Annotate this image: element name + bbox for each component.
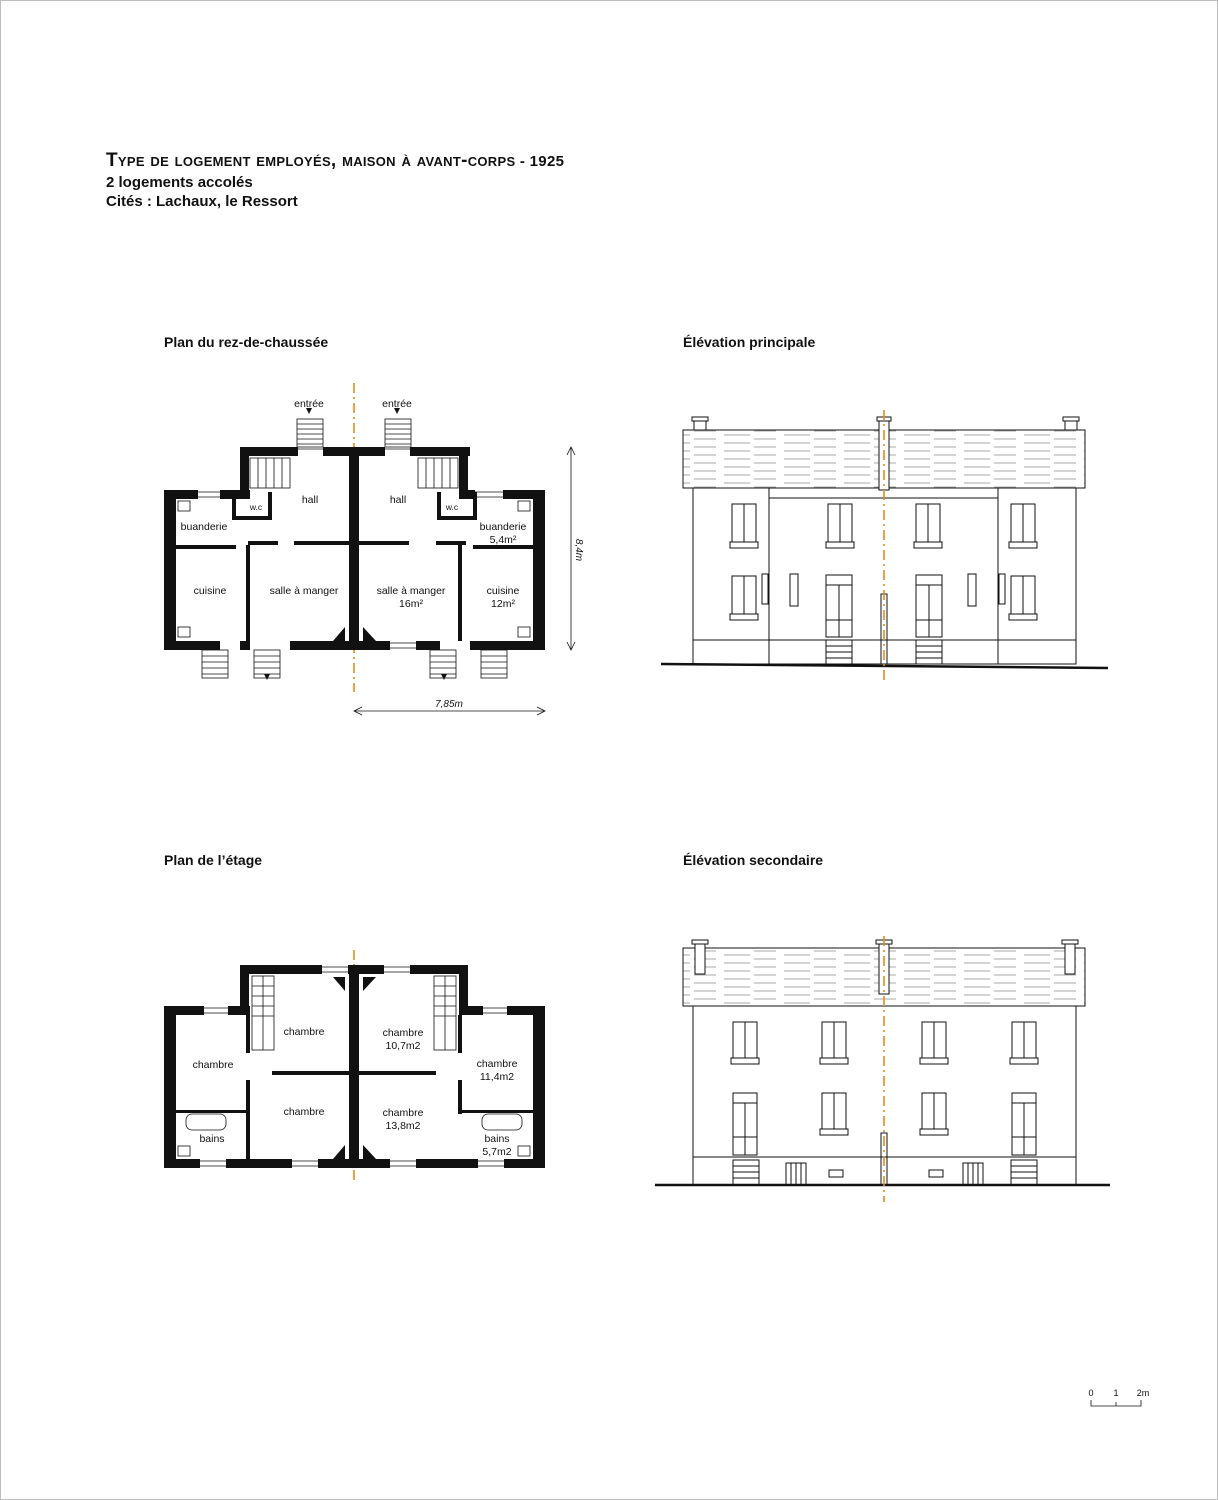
label-bains-left: bains [199, 1133, 225, 1145]
rdc-walls [164, 447, 545, 650]
heading-elevation-principale: Élévation principale [683, 334, 816, 350]
scale-two: 2m [1136, 1388, 1150, 1398]
label-chambre-tr: chambre [382, 1027, 424, 1039]
heading-plan-rdc: Plan du rez-de-chaussée [164, 334, 329, 350]
subtitle-units: 2 logements accolés [106, 174, 253, 191]
label-cuisine-right: cuisine [486, 585, 520, 597]
label-chambre-bl: chambre [283, 1106, 325, 1118]
label-chambre-right-area: 11,4m2 [479, 1071, 515, 1083]
label-wc-right: w.c [445, 502, 459, 512]
label-salle-left: salle à manger [269, 585, 339, 597]
elevation-principale [661, 410, 1108, 684]
label-salle-right: salle à manger [376, 585, 446, 597]
scale-one: 1 [1113, 1388, 1119, 1398]
label-bains-right: bains [484, 1133, 510, 1145]
label-wc-left: w.c [249, 502, 263, 512]
label-hall-right: hall [389, 494, 407, 506]
label-hall-left: hall [301, 494, 319, 506]
dimension-width: 7,85m [435, 699, 463, 710]
plan-rdc [164, 383, 584, 715]
label-chambre-tl: chambre [283, 1026, 325, 1038]
label-salle-right-area: 16m² [399, 598, 423, 610]
drawing-title: Type de logement employés, maison à avant-corps - 1925 [106, 150, 565, 171]
elevation-secondaire [655, 936, 1110, 1202]
plan-etage [164, 950, 545, 1183]
heading-plan-etage: Plan de l’étage [164, 852, 263, 868]
label-chambre-left: chambre [192, 1059, 234, 1071]
label-chambre-right: chambre [476, 1058, 518, 1070]
label-entree-right: entrée [382, 398, 412, 410]
label-cuisine-left: cuisine [193, 585, 227, 597]
label-chambre-br: chambre [382, 1107, 424, 1119]
scale-bar [1088, 1388, 1149, 1406]
label-buanderie-right-area: 5,4m² [489, 534, 517, 546]
label-chambre-tr-area: 10,7m2 [385, 1040, 421, 1052]
label-chambre-br-area: 13,8m2 [385, 1120, 421, 1132]
label-bains-right-area: 5,7m2 [482, 1146, 512, 1158]
heading-elevation-secondaire: Élévation secondaire [683, 852, 824, 868]
label-cuisine-right-area: 12m² [491, 598, 515, 610]
dimension-height: 8,4m [573, 538, 584, 562]
label-entree-left: entrée [294, 398, 324, 410]
subtitle-cites: Cités : Lachaux, le Ressort [106, 193, 298, 210]
label-buanderie-right: buanderie [479, 521, 527, 533]
scale-zero: 0 [1088, 1388, 1094, 1398]
label-buanderie-left: buanderie [180, 521, 228, 533]
